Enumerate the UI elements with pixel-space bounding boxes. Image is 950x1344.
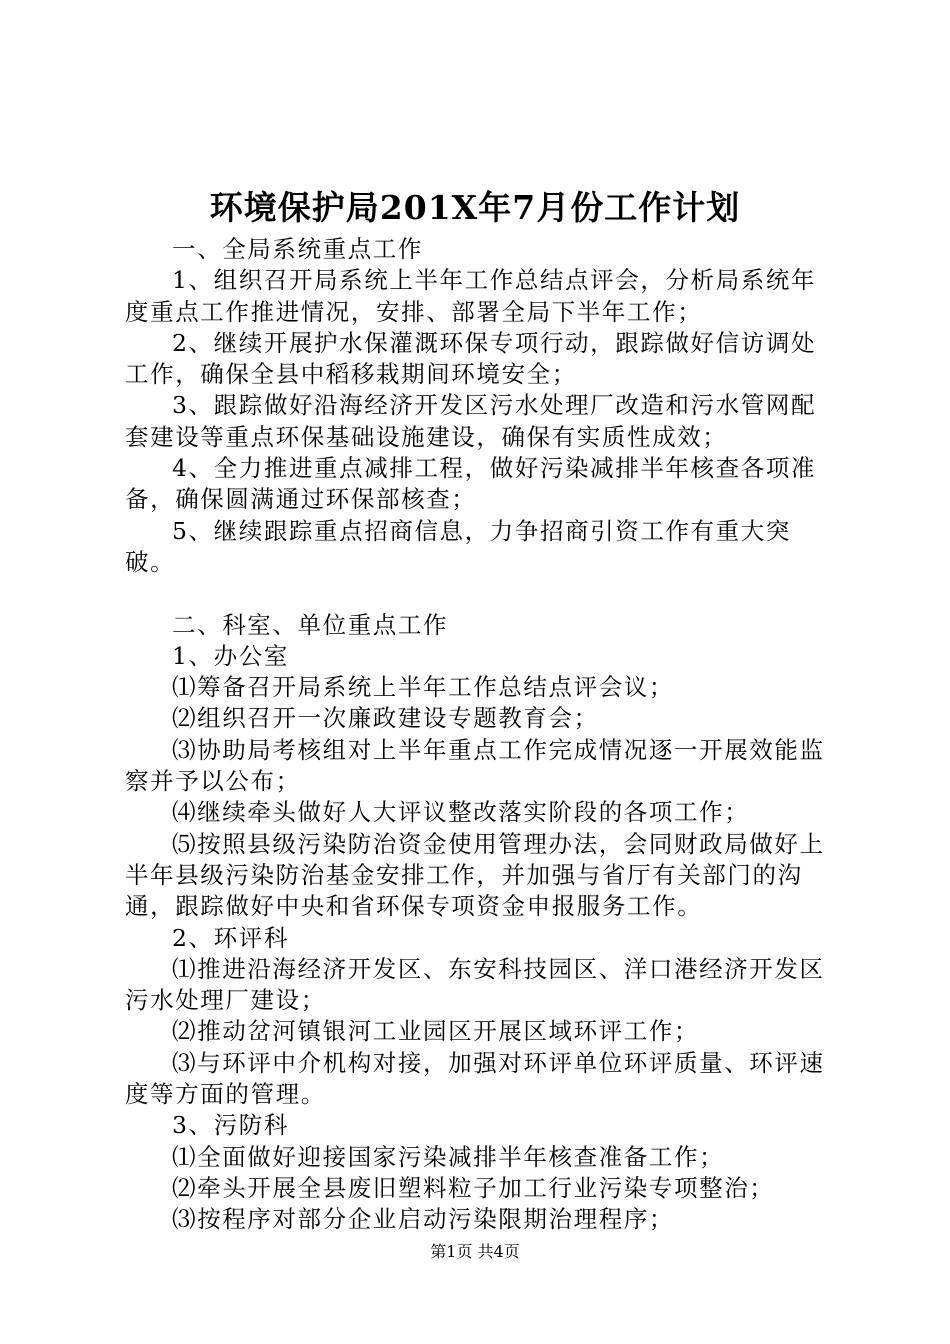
paragraph: 2、继续开展护水保灌溉环保专项行动，跟踪做好信访调处工作，确保全县中稻移栽期间环境安全； (125, 328, 817, 389)
paragraph: 一、全局系统重点工作 (172, 235, 423, 263)
paragraph: ⑵牵头开展全县废旧塑料粒子加工行业污染专项整治； (172, 1173, 775, 1202)
paragraph: ⑶与环评中介机构对接，加强对环评单位环评质量、环评速度等方面的管理。 (125, 1048, 825, 1109)
paragraph: 3、污防科 (172, 1111, 289, 1140)
paragraph: ⑸按照县级污染防治资金使用管理办法，会同财政局做好上半年县级污染防治基金安排工作，并加强与省厅有关部门的沟通，跟踪做好中央和省环保专项资金申报服务工作。 (125, 829, 825, 921)
paragraph: ⑵推动岔河镇银河工业园区开展区域环评工作； (172, 1017, 700, 1046)
paragraph: ⑶按程序对部分企业启动污染限期治理程序； (172, 1205, 674, 1234)
page-footer: 第1页 共4页 (430, 1242, 520, 1261)
paragraph: ⑴全面做好迎接国家污染减排半年核查准备工作； (172, 1142, 725, 1171)
document-title: 环境保护局201X年7月份工作计划 (209, 188, 741, 227)
paragraph: ⑴推进沿海经济开发区、东安科技园区、洋口港经济开发区污水处理厂建设； (125, 954, 825, 1015)
paragraph: 1、办公室 (172, 641, 289, 670)
paragraph: ⑶协助局考核组对上半年重点工作完成情况逐一开展效能监察并予以公布； (125, 735, 825, 796)
blank-line (125, 578, 835, 609)
paragraph: 1、组织召开局系统上半年工作总结点评会，分析局系统年度重点工作推进情况，安排、部署全局下半年工作； (125, 266, 817, 326)
paragraph: 二、科室、单位重点工作 (172, 610, 449, 639)
document-body (125, 234, 835, 1236)
paragraph: 4、全力推进重点减排工程，做好污染减排半年核查各项准备，确保圆满通过环保部核查； (125, 454, 817, 514)
paragraph: 2、环评科 (172, 923, 289, 952)
paragraph: ⑵组织召开一次廉政建设专题教育会； (172, 704, 599, 733)
paragraph: ⑷继续牵头做好人大评议整改落实阶段的各项工作； (172, 798, 750, 827)
paragraph: ⑴筹备召开局系统上半年工作总结点评会议； (172, 673, 674, 702)
paragraph: 3、跟踪做好沿海经济开发区污水处理厂改造和污水管网配套建设等重点环保基础设施建设，确保有实质性成效； (125, 391, 817, 451)
paragraph: 5、继续跟踪重点招商信息，力争招商引资工作有重大突破。 (125, 516, 791, 576)
